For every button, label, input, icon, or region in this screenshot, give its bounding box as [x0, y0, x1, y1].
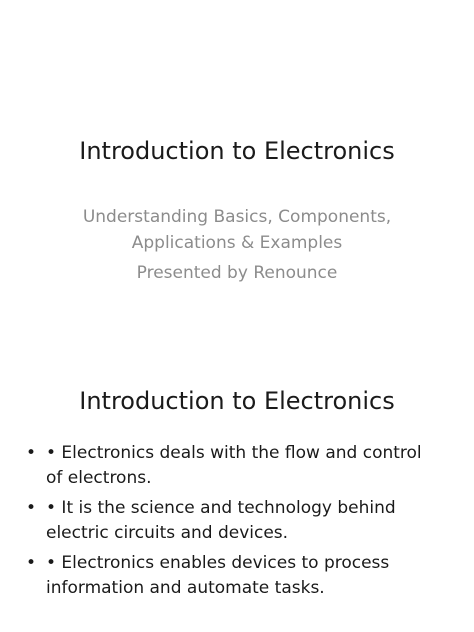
- slide-title: Introduction to Electronics: [79, 387, 395, 415]
- bullet-text: • It is the science and technology behind electric circuits and devices.: [46, 498, 396, 543]
- slide-title: Introduction to Electronics: [79, 137, 395, 165]
- bullet-text: • Electronics enables devices to process information and automate tasks.: [46, 553, 390, 598]
- bullet-marker: •: [26, 553, 37, 573]
- bullet-text: • Electronics deals with the flow and control of electrons.: [46, 443, 422, 488]
- slide-subtitle: [40, 204, 434, 286]
- content-slide: [0, 340, 474, 632]
- list-item: [26, 551, 438, 601]
- subtitle-line: Understanding Basics, Components, Applications & Examples: [82, 207, 392, 253]
- list-item: [26, 496, 438, 546]
- bullet-list: [26, 441, 438, 606]
- bullet-marker: •: [26, 498, 37, 518]
- subtitle-line: Presented by Renounce: [136, 263, 338, 283]
- list-item: [26, 441, 438, 491]
- bullet-marker: •: [26, 443, 37, 463]
